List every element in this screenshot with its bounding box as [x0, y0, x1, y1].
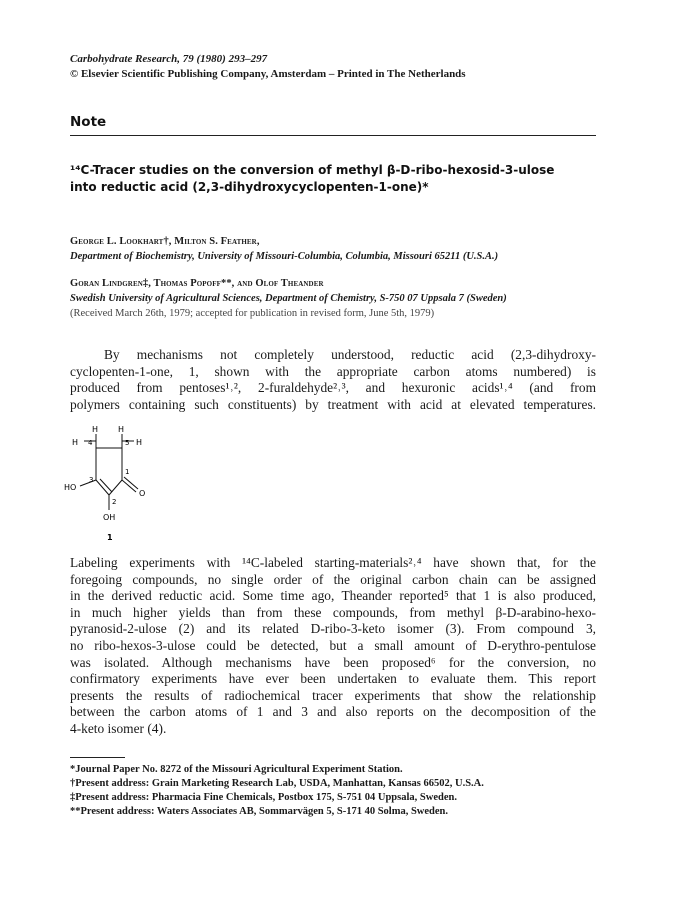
carbon-number-5: 5: [125, 439, 130, 447]
article-title: [70, 162, 596, 196]
paragraph-2-line: in much higher yields than from these compounds, from methyl β-D-arabino-hexo-: [70, 604, 596, 620]
ring-drawing: [62, 424, 172, 542]
title-line-2: into reductic acid (2,3-dihydroxycyclopenten-1-one)*: [70, 180, 429, 194]
atom-ho: HO: [64, 483, 77, 492]
paragraph-2-line: Labeling experiments with ¹⁴C-labeled starting-materials²˒⁴ have shown that, for the: [70, 555, 596, 570]
paragraph-2-line: confirmatory experiments have ever been undertaken to evaluate them. This report: [70, 671, 596, 687]
atom-h-top-right: H: [118, 425, 125, 434]
publisher-line: © Elsevier Scientific Publishing Company, Amsterdam – Printed in The Netherlands: [70, 68, 466, 80]
footnote: **Present address: Waters Associates AB, Sommarvägen 5, S-171 40 Solma, Sweden.: [70, 806, 448, 817]
atom-h-left: H: [72, 438, 79, 447]
journal-citation: Carbohydrate Research, 79 (1980) 293–297: [70, 53, 268, 65]
paragraph-2-line: between the carbon atoms of 1 and 3 and also reports on the decomposition of the: [70, 704, 596, 720]
title-line-1: ¹⁴C-Tracer studies on the conversion of methyl β-D-ribo-hexosid-3-ulose: [70, 163, 555, 177]
paragraph-2-line: no ribo-hexos-3-ulose could be detected, but a small amount of D-erythro-pentulose: [70, 637, 596, 653]
compound-number: 1: [107, 533, 113, 542]
paragraph-1-line: produced from pentoses¹˒², 2-furaldehyde²˒³, and hexuronic acids¹˒⁴ (and from: [70, 380, 596, 396]
paragraph-1-line: polymers containing such constituents) by treatment with acid at elevated temperatures.: [70, 396, 596, 412]
paragraph-1-line: By mechanisms not completely understood, reductic acid (2,3-dihydroxy-: [104, 347, 596, 362]
affiliation-2: Swedish University of Agricultural Sciences, Department of Chemistry, S-750 07 Uppsala 7 (Sweden): [70, 293, 507, 304]
footnote: *Journal Paper No. 8272 of the Missouri Agricultural Experiment Station.: [70, 764, 403, 775]
carbon-number-3: 3: [89, 476, 94, 484]
affiliation-1: Department of Biochemistry, University of Missouri-Columbia, Columbia, Missouri 65211 (U.S.A.): [70, 251, 499, 262]
body-paragraph-2: [70, 555, 596, 738]
atom-oh: OH: [103, 513, 116, 522]
atom-o: O: [139, 489, 146, 498]
paragraph-2-line: foregoing compounds, no single order of the original carbon chain can be assigned: [70, 571, 596, 587]
authors-group-1: George L. Lookhart†, Milton S. Feather,: [70, 236, 260, 247]
atom-h-right: H: [136, 438, 143, 447]
structure-reductic-acid: [62, 424, 172, 542]
paragraph-2-line: was isolated. Although mechanisms have been proposed⁶ for the conversion, no: [70, 654, 596, 670]
carbon-number-4: 4: [88, 439, 93, 447]
received-dates: (Received March 26th, 1979; accepted for publication in revised form, June 5th, 1979): [70, 308, 435, 319]
carbon-number-1: 1: [125, 468, 130, 476]
paragraph-2-line: in the derived reductic acid. Some time ago, Theander reported⁵ that 1 is also produced,: [70, 588, 596, 604]
body-paragraph-1: [70, 347, 596, 413]
paragraph-2-line: pyranosid-2-ulose (2) and its related D-ribo-3-keto isomer (3). From compound 3,: [70, 621, 596, 637]
paragraph-1-line: cyclopenten-1-one, 1, shown with the appropriate carbon atoms numbered) is: [70, 363, 596, 379]
paragraph-2-line: presents the results of radiochemical tracer experiments that show the relationship: [70, 687, 596, 703]
atom-h-top-left: H: [92, 425, 99, 434]
footnote: †Present address: Grain Marketing Research Lab, USDA, Manhattan, Kansas 66502, U.S.A.: [70, 778, 484, 789]
paragraph-2-line: 4-keto isomer (4).: [70, 720, 167, 736]
footnote-rule: [70, 757, 125, 758]
authors-group-2: Goran Lindgren‡, Thomas Popoff**, and Olof Theander: [70, 278, 324, 289]
section-rule: [70, 135, 596, 136]
footnote: ‡Present address: Pharmacia Fine Chemicals, Postbox 175, S-751 04 Uppsala, Sweden.: [70, 792, 457, 803]
carbon-number-2: 2: [112, 498, 117, 506]
section-label: Note: [70, 114, 107, 130]
